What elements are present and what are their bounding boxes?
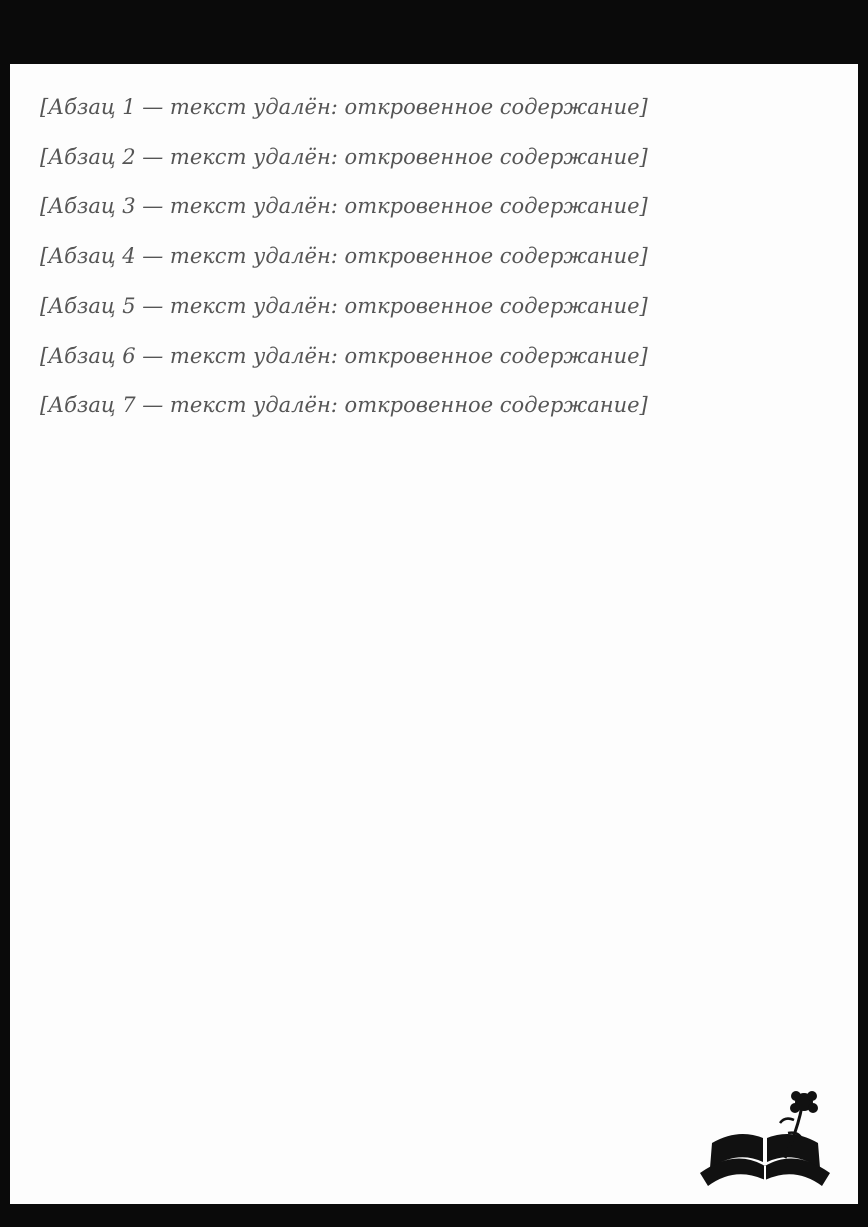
paragraph: [Абзац 2 — текст удалён: откровенное содержание] bbox=[40, 144, 648, 169]
paragraph: [Абзац 7 — текст удалён: откровенное содержание] bbox=[40, 393, 648, 418]
paragraph: [Абзац 1 — текст удалён: откровенное содержание] bbox=[40, 95, 648, 119]
paragraph: [Абзац 5 — текст удалён: откровенное содержание] bbox=[40, 293, 648, 318]
paragraph: [Абзац 3 — текст удалён: откровенное содержание] bbox=[40, 194, 648, 219]
paragraph: [Абзац 4 — текст удалён: откровенное содержание] bbox=[40, 244, 648, 269]
book-and-flower-logo-icon bbox=[690, 1088, 840, 1198]
book-page bbox=[10, 64, 858, 1204]
paragraph: [Абзац 6 — текст удалён: откровенное содержание] bbox=[40, 343, 648, 368]
prose-text-block bbox=[40, 94, 828, 442]
